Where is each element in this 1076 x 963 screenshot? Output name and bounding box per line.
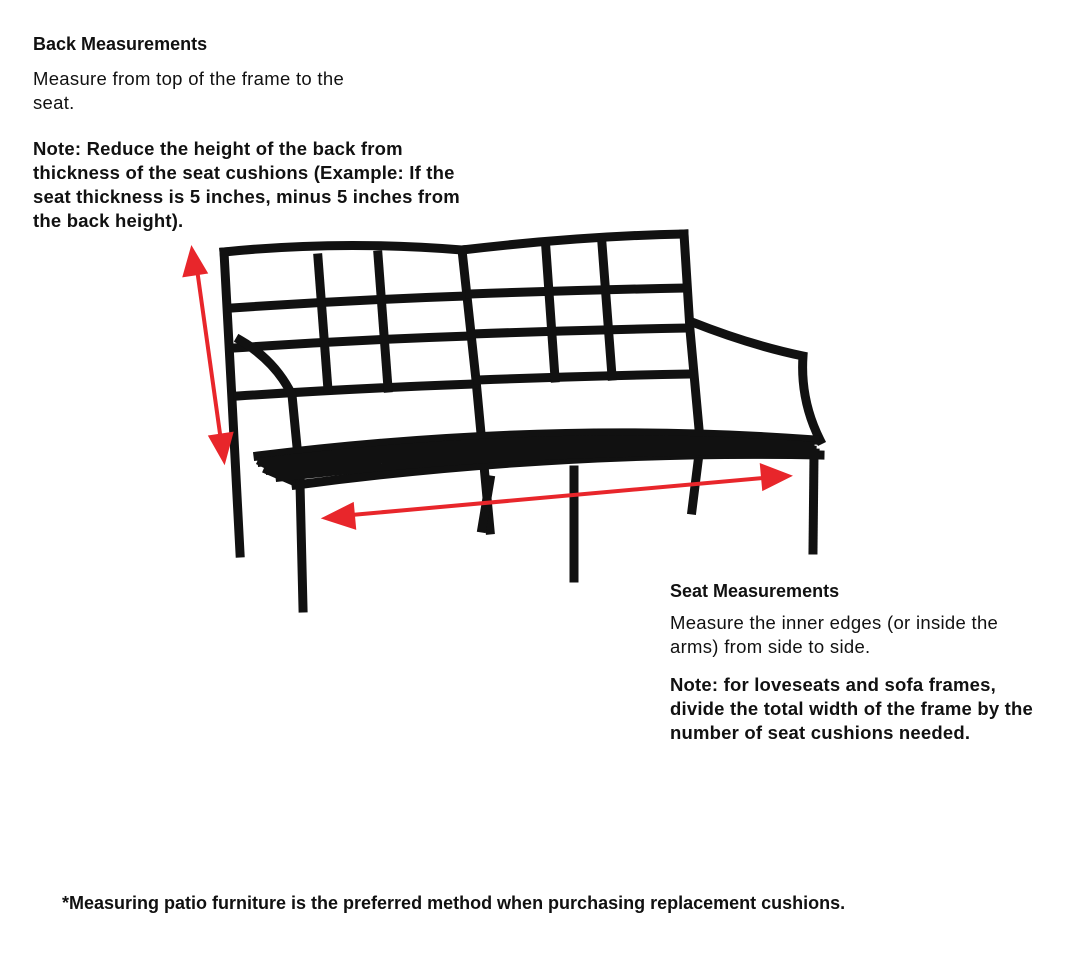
bench-frame xyxy=(224,234,820,608)
back-measurements-text: Measure from top of the frame to the seat. xyxy=(33,68,345,113)
footer-note: *Measuring patio furniture is the preferred method when purchasing replacement cushions. xyxy=(62,893,846,913)
seat-measurements-heading: Seat Measurements xyxy=(670,581,840,601)
arrow-head-top xyxy=(185,250,205,275)
back-measurements-note: Note: Reduce the height of the back from thickness of the seat cushions (Example: If the seat thickness is 5 inches, minus 5 inches from the back height). xyxy=(33,138,460,231)
arrow-head-left xyxy=(326,505,354,527)
seat-measurements-note: Note: for loveseats and sofa frames, divide the total width of the frame by the number of seat cushions needed. xyxy=(670,674,1034,743)
arrow-head-bottom xyxy=(211,434,231,460)
arrow-head-right xyxy=(762,466,788,488)
seat-measurements-text: Measure the inner edges (or inside the arms) from side to side. xyxy=(670,612,999,657)
back-measurements-heading: Back Measurements xyxy=(33,34,208,54)
